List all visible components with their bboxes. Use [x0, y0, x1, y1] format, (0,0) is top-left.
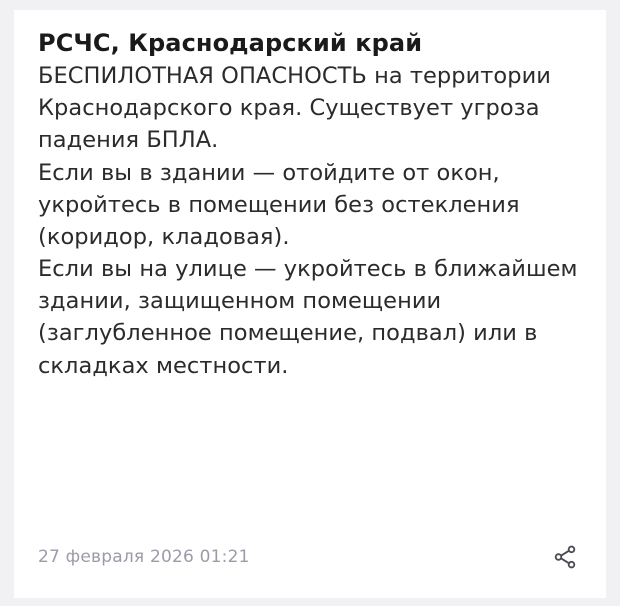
message-timestamp: 27 февраля 2026 01:21	[38, 547, 250, 567]
message-paragraph: Если вы на улице — укройтесь в ближайшем здании, защищенном помещении (заглубленное помещение, подвал) или в складках местности.	[38, 256, 578, 379]
message-body	[38, 60, 582, 382]
page-background-top	[0, 0, 620, 10]
message-title: РСЧС, Краснодарский край	[38, 29, 423, 57]
message-paragraph: Если вы в здании — отойдите от окон, укройтесь в помещении без остекления (коридор, кладовая).	[38, 159, 520, 250]
page-background-left	[0, 0, 14, 606]
share-icon	[552, 544, 578, 570]
share-button[interactable]	[548, 542, 582, 572]
message-footer	[38, 542, 582, 572]
page-background-right	[606, 0, 620, 606]
page-background-bottom	[0, 598, 620, 606]
alert-message-card	[14, 10, 606, 598]
message-paragraph: БЕСПИЛОТНАЯ ОПАСНОСТЬ на территории Краснодарского края. Существует угроза падения БПЛА.	[38, 63, 551, 154]
